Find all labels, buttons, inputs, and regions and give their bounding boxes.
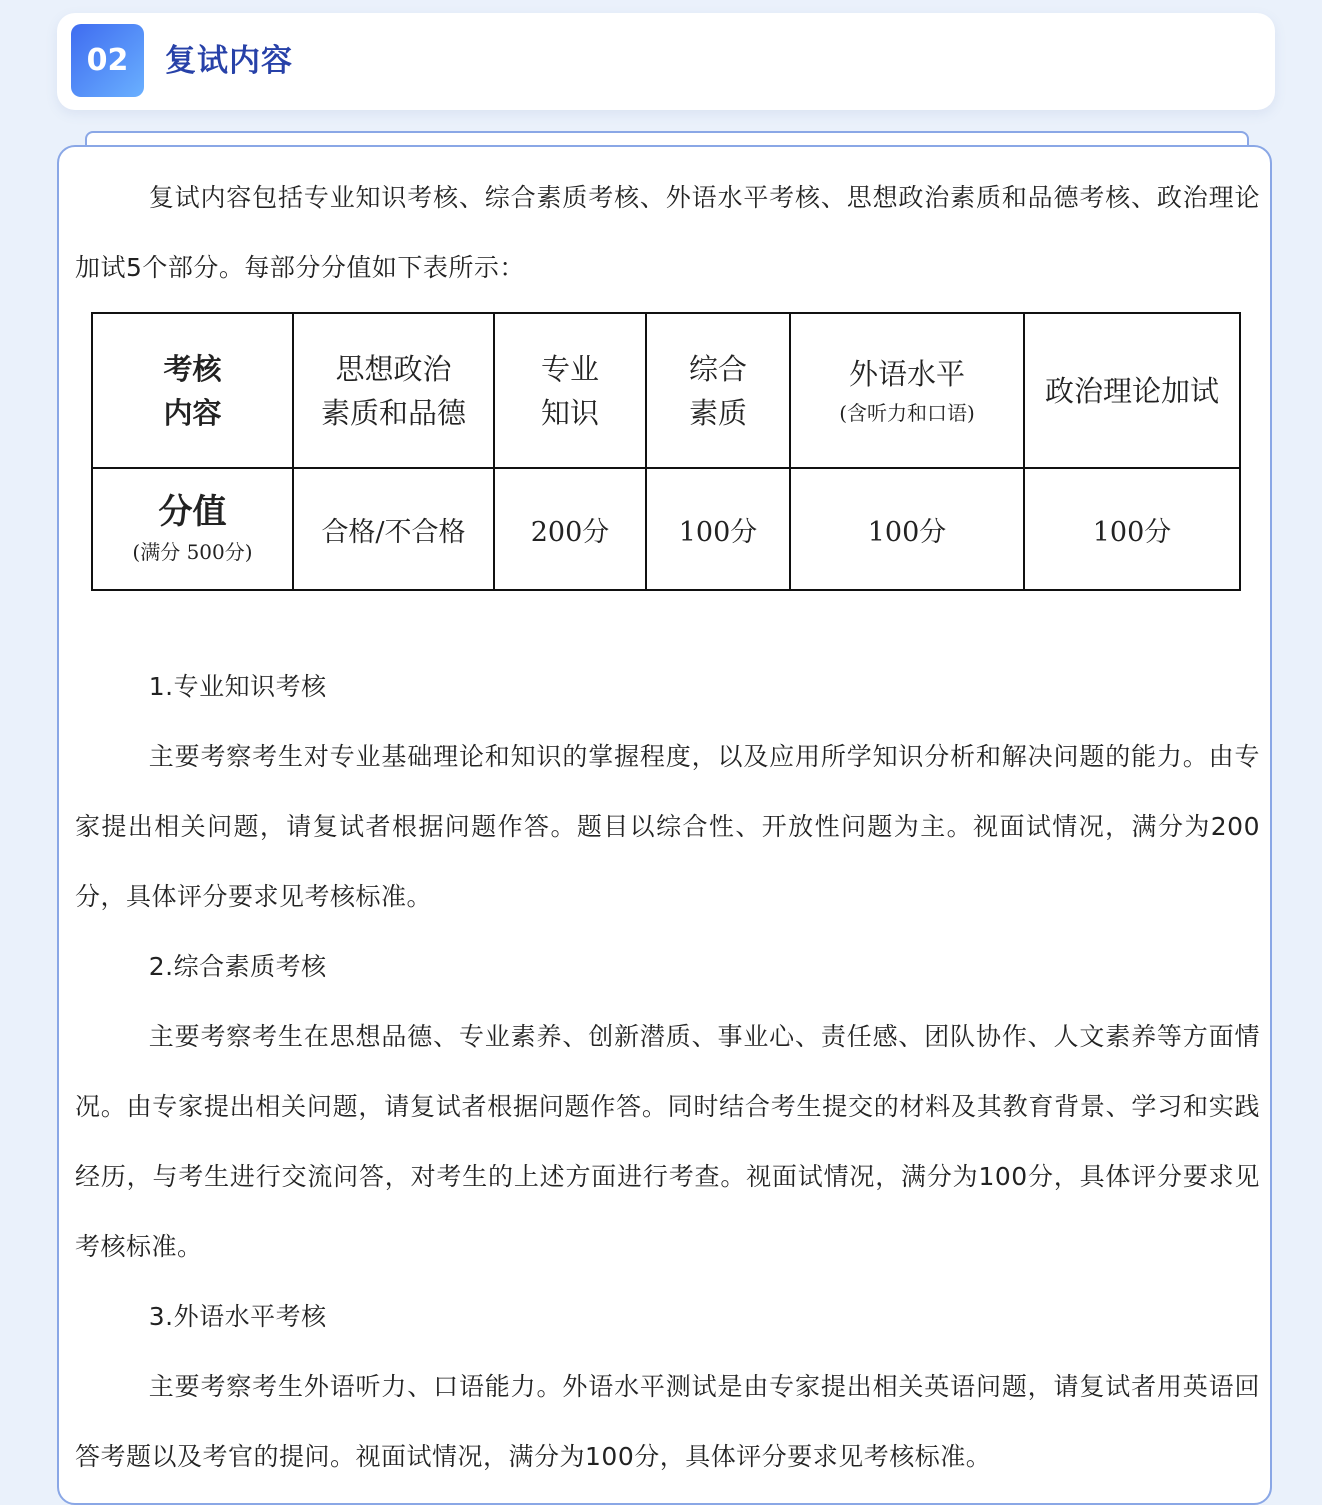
score-table (91, 312, 1241, 591)
section-1-title: 1.专业知识考核 (148, 672, 327, 701)
header-cell-language-sub: (含听力和口语) (839, 400, 975, 425)
header-cell-language-text: 外语水平 (848, 356, 965, 391)
header-cell-comprehensive-text: 综合 素质 (688, 351, 747, 430)
header-cell-professional-text: 专业 知识 (540, 351, 599, 430)
section-header (57, 13, 1275, 110)
row-head-content-text: 考核 内容 (163, 351, 222, 430)
section-number-badge: 02 (71, 24, 144, 97)
section-1-body: 主要考察考生对专业基础理论和知识的掌握程度，以及应用所学知识分析和解决问题的能力。由专家提出相关问题，请复试者根据问题作答。题目以综合性、开放性问题为主。视面试情况，满分为200分，具体评分要求见考核标准。 (75, 742, 1260, 911)
header-cell-political-theory (1024, 313, 1240, 468)
content-card (57, 145, 1272, 1505)
header-cell-comprehensive (646, 313, 790, 468)
header-cell-professional (494, 313, 646, 468)
header-cell-language (790, 313, 1024, 468)
value-cell-comprehensive: 100分 (646, 468, 790, 590)
header-cell-politics-text: 思想政治 素质和品德 (320, 351, 466, 430)
section-2-body: 主要考察考生在思想品德、专业素养、创新潜质、事业心、责任感、团队协作、人文素养等方面情况。由专家提出相关问题，请复试者根据问题作答。同时结合考生提交的材料及其教育背景、学习和实践经历，与考生进行交流问答，对考生的上述方面进行考查。视面试情况，满分为100分，具体评分要求见考核标准。 (75, 1022, 1260, 1261)
value-cell-professional: 200分 (494, 468, 646, 590)
row-head-content (92, 313, 293, 468)
value-cell-political-theory: 100分 (1024, 468, 1240, 590)
row-head-score-text: 分值 (158, 492, 227, 532)
section-3-title: 3.外语水平考核 (148, 1302, 327, 1331)
header-cell-politics (293, 313, 494, 468)
intro-paragraph: 复试内容包括专业知识考核、综合素质考核、外语水平考核、思想政治素质和品德考核、政治理论加试5个部分。每部分分值如下表所示： (75, 183, 1260, 282)
section-2-title: 2.综合素质考核 (148, 952, 327, 981)
table-header-row (92, 313, 1240, 468)
row-head-score-sub: (满分 500分) (132, 540, 253, 564)
value-cell-politics: 合格/不合格 (293, 468, 494, 590)
section-3-body: 主要考察考生外语听力、口语能力。外语水平测试是由专家提出相关英语问题，请复试者用英语回答考题以及考官的提问。视面试情况，满分为100分，具体评分要求见考核标准。 (75, 1372, 1260, 1471)
value-cell-language: 100分 (790, 468, 1024, 590)
table-value-row (92, 468, 1240, 590)
row-head-score (92, 468, 293, 590)
header-cell-political-theory-text: 政治理论加试 (1044, 373, 1219, 408)
section-title: 复试内容 (165, 43, 293, 79)
